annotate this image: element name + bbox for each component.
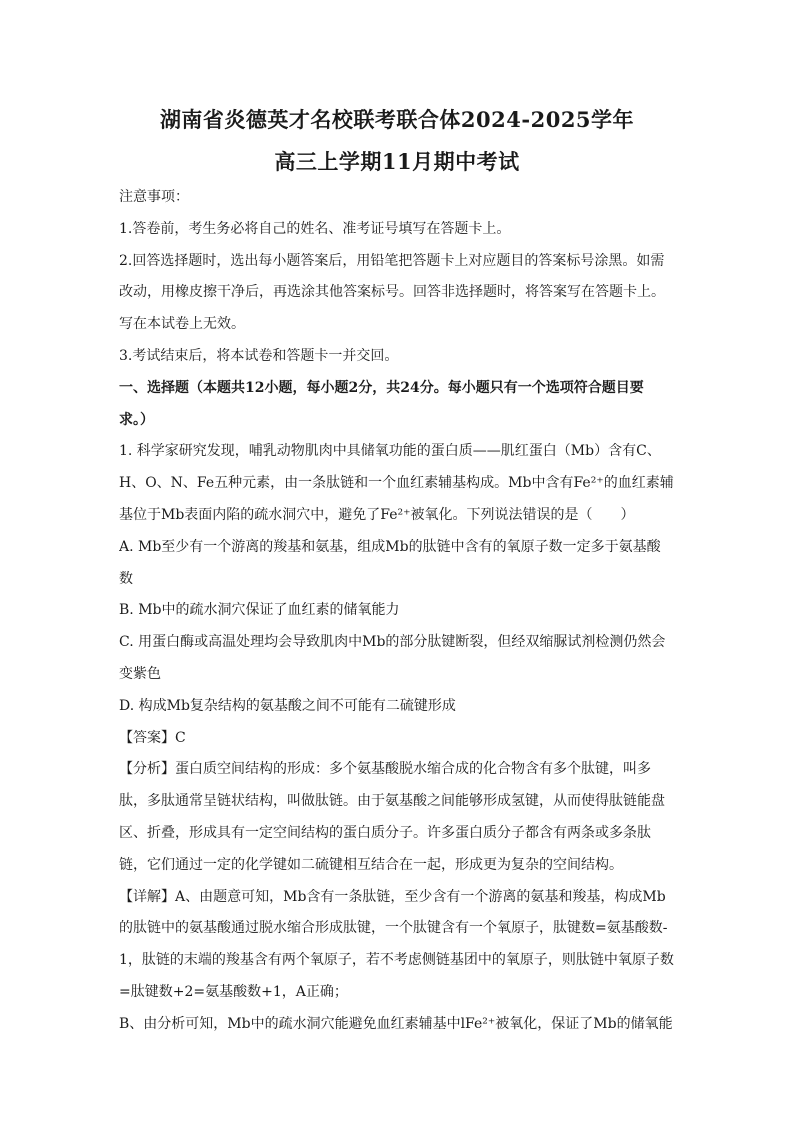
text-line: B. Mb中的疏水洞穴保证了血红素的储氧能力 bbox=[119, 602, 400, 619]
text-line: 3.考试结束后，将本试卷和答题卡一并交回。 bbox=[119, 347, 399, 364]
text-line: 一、选择题（本题共12小题，每小题2分，共24分。每小题只有一个选项符合题目要 bbox=[119, 379, 644, 396]
text-line: 肽，多肽通常呈链状结构，叫做肽链。由于氨基酸之间能够形成氢键，从而使得肽链能盘 bbox=[119, 793, 665, 810]
document-body bbox=[119, 182, 679, 1041]
text-line: 的肽链中的氨基酸通过脱水缩合形成肽键，一个肽键含有一个氧原子，肽键数=氨基酸数- bbox=[119, 920, 668, 937]
text-line: 【分析】蛋白质空间结构的形成：多个氨基酸脱水缩合成的化合物含有多个肽键，叫多 bbox=[119, 761, 651, 778]
text-line: 变紫色 bbox=[119, 665, 161, 682]
text-line: 2.回答选择题时，选出每小题答案后，用铅笔把答题卡上对应题目的答案标号涂黑。如需 bbox=[119, 252, 665, 269]
text-line: D. 构成Mb复杂结构的氨基酸之间不可能有二硫键形成 bbox=[119, 697, 456, 714]
text-line: 基位于Mb表面内陷的疏水洞穴中，避免了Fe²⁺被氧化。下列说法错误的是（ ） bbox=[119, 506, 635, 523]
text-line: =肽键数+2=氨基酸数+1，A正确； bbox=[119, 983, 348, 1000]
text-line: 【详解】A、由题意可知，Mb含有一条肽链，至少含有一个游离的氨基和羧基，构成Mb bbox=[119, 888, 666, 905]
text-line: 改动，用橡皮擦干净后，再选涂其他答案标号。回答非选择题时，将答案写在答题卡上。 bbox=[119, 284, 665, 301]
text-line: 1，肽链的末端的羧基含有两个氧原子，若不考虑侧链基团中的氧原子，则肽链中氧原子数 bbox=[119, 952, 674, 969]
text-line: 1.答卷前，考生务必将自己的姓名、准考证号填写在答题卡上。 bbox=[119, 220, 511, 237]
text-line: 链，它们通过一定的化学键如二硫键相互结合在一起，形成更为复杂的空间结构。 bbox=[119, 856, 623, 873]
text-line: 注意事项： bbox=[119, 189, 189, 205]
text-line: 【答案】C bbox=[119, 729, 186, 746]
text-line: 数 bbox=[119, 570, 133, 587]
text-line: 1. 科学家研究发现，哺乳动物肌肉中具储氧功能的蛋白质——肌红蛋白（Mb）含有C、 bbox=[119, 443, 661, 460]
text-line: 求。） bbox=[119, 411, 154, 428]
text-line: B、由分析可知，Mb中的疏水洞穴能避免血红素辅基中lFe²⁺被氧化，保证了Mb的储氧能 bbox=[119, 1015, 673, 1032]
text-line: H、O、N、Fe五种元素，由一条肽链和一个血红素辅基构成。Mb中含有Fe²⁺的血红素辅 bbox=[119, 475, 674, 492]
text-line: 区、折叠，形成具有一定空间结构的蛋白质分子。许多蛋白质分子都含有两条或多条肽 bbox=[119, 824, 651, 841]
text-line: A. Mb至少有一个游离的羧基和氨基，组成Mb的肽链中含有的氧原子数一定多于氨基酸 bbox=[119, 538, 661, 555]
page-title-line1: 湖南省炎德英才名校联考联合体2024-2025学年 bbox=[159, 107, 635, 132]
text-line: 写在本试卷上无效。 bbox=[119, 316, 245, 333]
text-line: C. 用蛋白酶或高温处理均会导致肌肉中Mb的部分肽键断裂，但经双缩脲试剂检测仍然会 bbox=[119, 634, 666, 651]
page-title-line2: 高三上学期11月期中考试 bbox=[274, 149, 520, 174]
